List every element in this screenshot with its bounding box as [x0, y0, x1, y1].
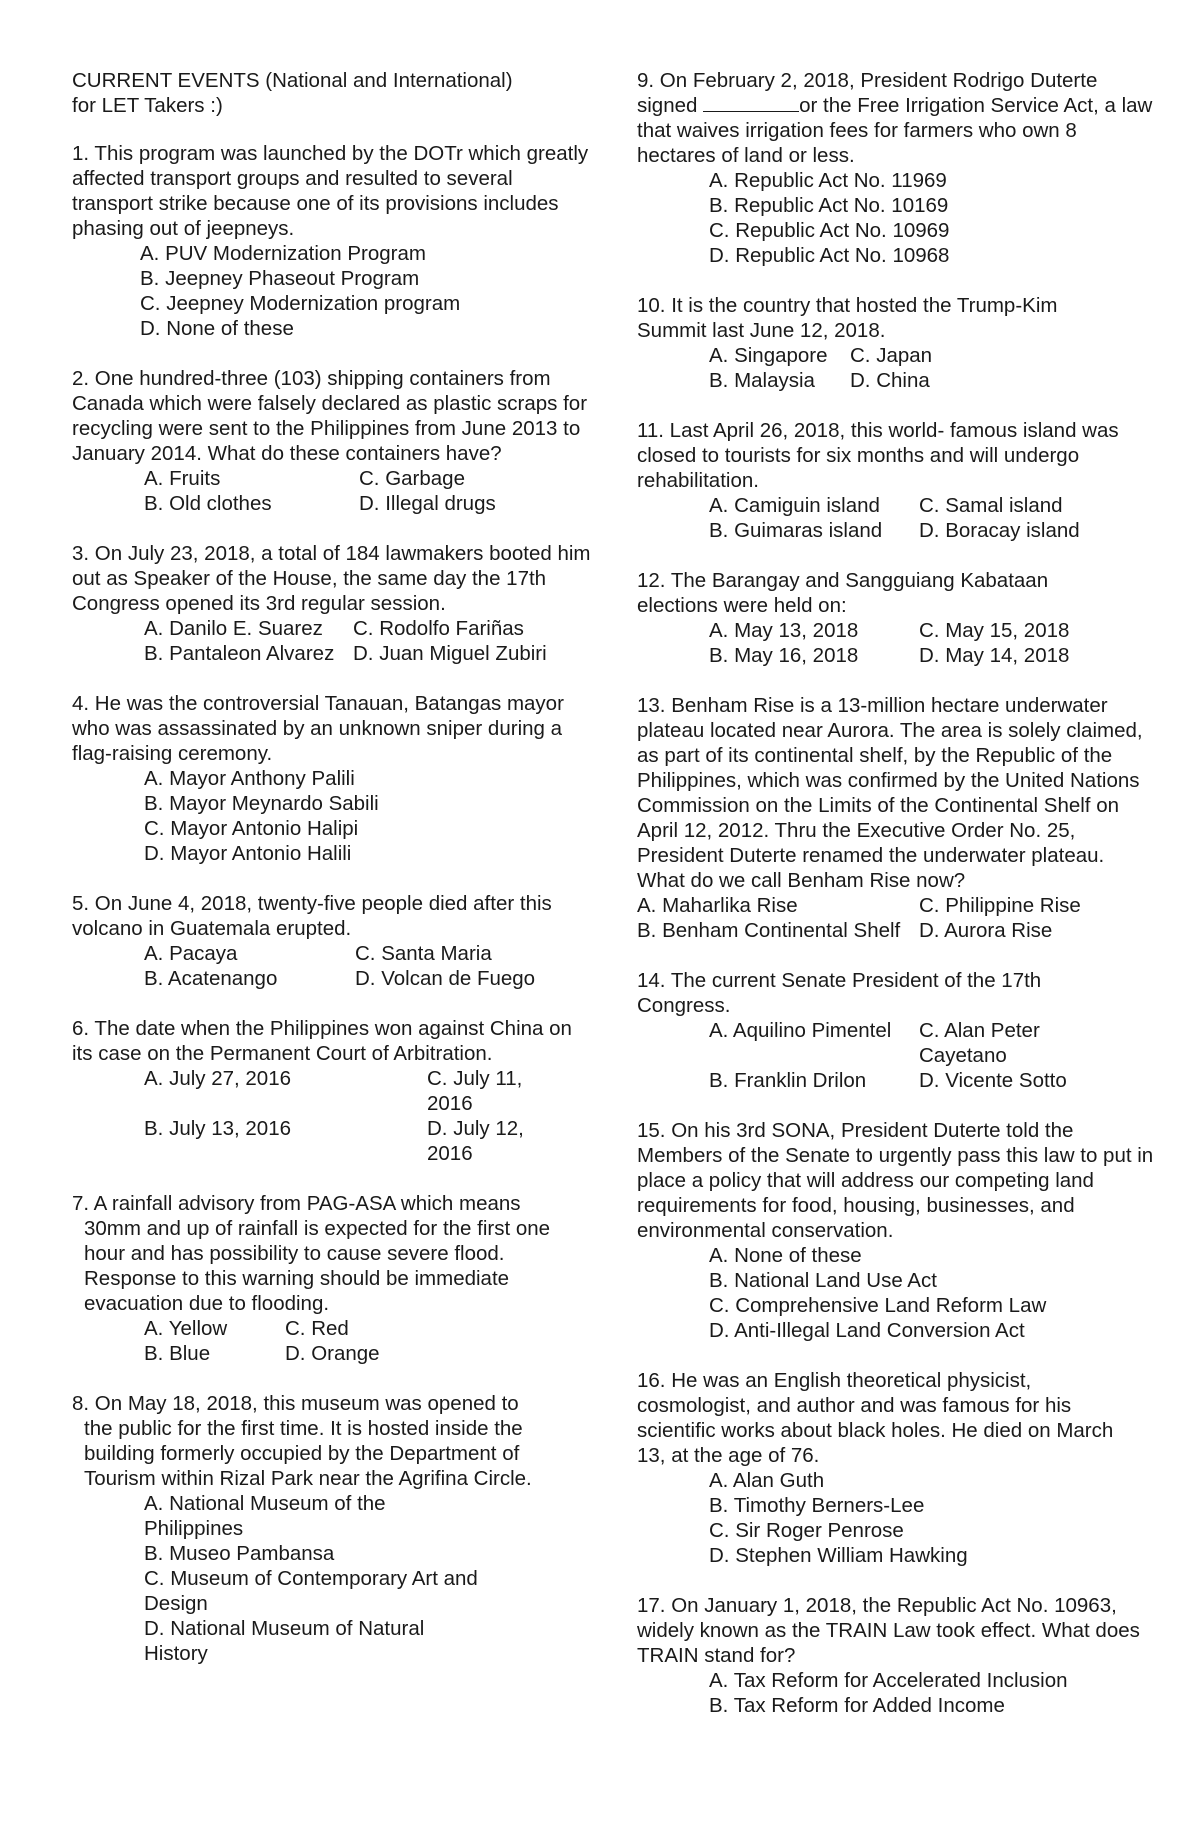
option-a: A. Fruits	[144, 467, 221, 490]
option-c: C. Santa Maria	[355, 942, 492, 965]
option-b: B. Blue	[144, 1342, 211, 1365]
option-b: B. Guimaras island	[709, 519, 883, 542]
question-10	[637, 293, 1157, 393]
option-b: B. May 16, 2018	[709, 644, 859, 667]
question-text: 6. The date when the Philippines won against China on its case on the Permanent Court of Arbitration.	[72, 1017, 572, 1065]
left-column	[72, 68, 592, 1691]
option-a: A. Aquilino Pimentel	[709, 1019, 892, 1042]
option-b: B. Acatenango	[144, 967, 278, 990]
options-list	[637, 493, 1157, 543]
question-text: 5. On June 4, 2018, twenty-five people died after this volcano in Guatemala erupted.	[72, 892, 552, 940]
question-16	[637, 1368, 1157, 1568]
option-a: A. Yellow	[144, 1317, 228, 1340]
option-d: D. National Museum of Natural History	[144, 1617, 425, 1665]
option-c: C. Republic Act No. 10969	[709, 219, 950, 242]
option-a: A. Maharlika Rise	[637, 894, 798, 917]
option-b: B. Pantaleon Alvarez	[144, 642, 335, 665]
options-list	[637, 168, 1157, 268]
question-13	[637, 693, 1157, 943]
page-title	[72, 68, 592, 118]
option-d: D. Illegal drugs	[359, 492, 496, 515]
question-8	[72, 1391, 592, 1666]
question-2	[72, 366, 592, 516]
option-a: A. National Museum of the Philippines	[144, 1492, 386, 1540]
option-c: C. May 15, 2018	[919, 619, 1070, 642]
options-list	[72, 1066, 592, 1166]
option-b: B. Franklin Drilon	[709, 1069, 867, 1092]
option-b: B. Malaysia	[709, 369, 815, 392]
question-text-first-line: 7. A rainfall advisory from PAG-ASA which means	[72, 1192, 521, 1215]
options-list	[72, 466, 592, 516]
question-5	[72, 891, 592, 991]
options-list	[637, 1018, 1157, 1093]
question-text: 17. On January 1, 2018, the Republic Act No. 10963, widely known as the TRAIN Law took effect. What does TRAIN stand for?	[637, 1594, 1140, 1667]
option-b: B. Museo Pambansa	[144, 1542, 335, 1565]
question-text-before-blank: 9. On February 2, 2018, President Rodrigo Duterte signed	[637, 69, 1098, 117]
question-6	[72, 1016, 592, 1166]
option-c: C. Garbage	[359, 467, 465, 490]
question-text: 4. He was the controversial Tanauan, Batangas mayor who was assassinated by an unknown sniper during a flag-raising ceremony.	[72, 692, 564, 765]
options-list	[637, 1243, 1157, 1343]
option-c: C. Rodolfo Fariñas	[353, 617, 524, 640]
question-11	[637, 418, 1157, 543]
question-9	[637, 68, 1157, 268]
option-a: A. Mayor Anthony Palili	[144, 767, 355, 790]
question-text: 16. He was an English theoretical physicist, cosmologist, and author and was famous for his scientific works about black holes. He died on March 13, at the age of 76.	[637, 1369, 1114, 1467]
option-b: B. Republic Act No. 10169	[709, 194, 949, 217]
question-text-first-line: 8. On May 18, 2018, this museum was opened to	[72, 1392, 519, 1415]
option-b: B. Mayor Meynardo Sabili	[144, 792, 379, 815]
question-text: 10. It is the country that hosted the Trump-Kim Summit last June 12, 2018.	[637, 294, 1058, 342]
option-c: C. July 11, 2016	[427, 1067, 523, 1115]
option-a: A. May 13, 2018	[709, 619, 859, 642]
option-c: C. Sir Roger Penrose	[709, 1519, 904, 1542]
options-list	[72, 1316, 592, 1366]
question-text: 14. The current Senate President of the 17th Congress.	[637, 969, 1042, 1017]
option-d: D. Juan Miguel Zubiri	[353, 642, 547, 665]
question-text-after-blank: or the Free Irrigation Service Act, a law that waives irrigation fees for farmers who own 8 hectares of land or less.	[637, 94, 1153, 167]
option-a: A. Alan Guth	[709, 1469, 825, 1492]
option-d: D. Orange	[285, 1342, 380, 1365]
option-d: D. None of these	[140, 317, 294, 340]
options-list	[72, 766, 592, 866]
question-text: 2. One hundred-three (103) shipping containers from Canada which were falsely declared as plastic scraps for recycling were sent to the Philippines from June 2013 to January 2014. What do these containers have?	[72, 367, 588, 465]
options-list	[637, 618, 1157, 668]
option-d: D. Republic Act No. 10968	[709, 244, 950, 267]
option-a: A. None of these	[709, 1244, 862, 1267]
option-d: D. Volcan de Fuego	[355, 967, 536, 990]
option-c: C. Red	[285, 1317, 349, 1340]
question-14	[637, 968, 1157, 1093]
question-12	[637, 568, 1157, 668]
question-4	[72, 691, 592, 866]
options-list	[637, 893, 1157, 943]
option-d: D. Stephen William Hawking	[709, 1544, 968, 1567]
question-17	[637, 1593, 1157, 1718]
option-c: C. Mayor Antonio Halipi	[144, 817, 359, 840]
option-c: C. Samal island	[919, 494, 1063, 517]
option-d: D. July 12, 2016	[427, 1117, 524, 1165]
question-text	[637, 68, 1157, 168]
option-a: A. Pacaya	[144, 942, 238, 965]
option-a: A. Camiguin island	[709, 494, 880, 517]
question-1	[72, 141, 592, 341]
options-list	[72, 616, 592, 666]
question-text: 11. Last April 26, 2018, this world- famous island was closed to tourists for six months and will undergo rehabilitation.	[637, 419, 1119, 492]
option-c: C. Museum of Contemporary Art and Design	[144, 1567, 478, 1615]
option-d: D. Mayor Antonio Halili	[144, 842, 352, 865]
option-d: D. Vicente Sotto	[919, 1069, 1067, 1092]
option-b: B. National Land Use Act	[709, 1269, 937, 1292]
option-b: B. Tax Reform for Added Income	[709, 1694, 1005, 1717]
option-d: D. May 14, 2018	[919, 644, 1070, 667]
option-b: B. Timothy Berners-Lee	[709, 1494, 925, 1517]
option-a: A. Singapore	[709, 344, 828, 367]
options-list	[637, 1668, 1157, 1718]
question-text: 15. On his 3rd SONA, President Duterte told the Members of the Senate to urgently pass this law to put in place a policy that will address our competing land requirements for food, housing, businesses, and environmental conservation.	[637, 1119, 1154, 1242]
right-column	[637, 68, 1157, 1743]
question-text: 3. On July 23, 2018, a total of 184 lawmakers booted him out as Speaker of the House, the same day the 17th Congress opened its 3rd regular session.	[72, 542, 591, 615]
option-d: D. Aurora Rise	[919, 919, 1053, 942]
options-list	[637, 1468, 1157, 1568]
option-d: D. China	[850, 369, 930, 392]
page-title-line-2: for LET Takers :)	[72, 94, 223, 117]
option-a: A. Danilo E. Suarez	[144, 617, 323, 640]
options-list	[72, 241, 592, 341]
answer-blank	[703, 93, 799, 112]
option-b: B. Jeepney Phaseout Program	[140, 267, 420, 290]
option-c: C. Japan	[850, 344, 933, 367]
options-list	[72, 941, 592, 991]
option-a: A. PUV Modernization Program	[140, 242, 426, 265]
option-a: A. Republic Act No. 11969	[709, 169, 947, 192]
option-c: C. Philippine Rise	[919, 894, 1081, 917]
question-text: 13. Benham Rise is a 13-million hectare underwater plateau located near Aurora. The area is solely claimed, as part of its continental shelf, by the Republic of the Philippines, which was confirmed by the United Nations Commission on the Limits of the Continental Shelf on April 12, 2012. Thru the Executive Order No. 25, President Duterte renamed the underwater plateau. What do we call Benham Rise now?	[637, 694, 1143, 892]
options-list	[72, 1491, 484, 1666]
option-c: C. Comprehensive Land Reform Law	[709, 1294, 1047, 1317]
option-d: D. Boracay island	[919, 519, 1080, 542]
option-c: C. Jeepney Modernization program	[140, 292, 461, 315]
option-a: A. Tax Reform for Accelerated Inclusion	[709, 1669, 1068, 1692]
option-a: A. July 27, 2016	[144, 1067, 292, 1090]
question-3	[72, 541, 592, 666]
option-b: B. Old clothes	[144, 492, 272, 515]
page-title-line-1: CURRENT EVENTS (National and International)	[72, 69, 513, 92]
question-text: 12. The Barangay and Sangguiang Kabataan elections were held on:	[637, 569, 1049, 617]
question-text: 30mm and up of rainfall is expected for the first one hour and has possibility to cause severe flood. Response to this warning should be immediate evacuation due to flooding.	[84, 1217, 551, 1315]
option-b: B. July 13, 2016	[144, 1117, 292, 1140]
options-list	[637, 343, 1157, 393]
question-7	[72, 1191, 592, 1366]
question-text: 1. This program was launched by the DOTr which greatly affected transport groups and resulted to several transport strike because one of its provisions includes phasing out of jeepneys.	[72, 142, 589, 240]
option-d: D. Anti-Illegal Land Conversion Act	[709, 1319, 1025, 1342]
option-b: B. Benham Continental Shelf	[637, 919, 901, 942]
question-text: the public for the first time. It is hosted inside the building formerly occupied by the Department of Tourism within Rizal Park near the Agrifina Circle.	[84, 1417, 532, 1490]
question-15	[637, 1118, 1157, 1343]
option-c: C. Alan Peter Cayetano	[919, 1019, 1040, 1067]
